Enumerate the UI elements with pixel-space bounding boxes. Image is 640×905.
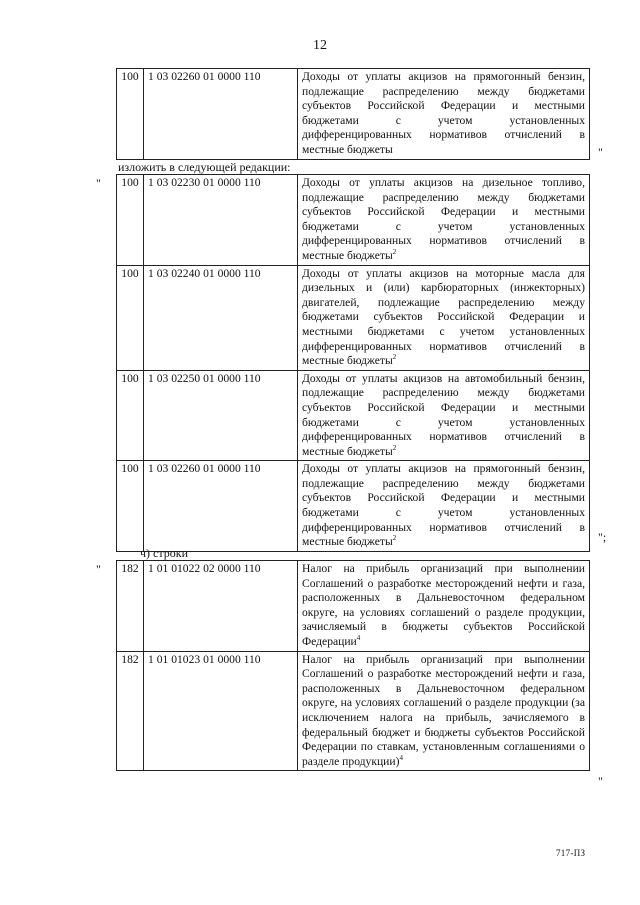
admin-code-cell: 100 <box>117 461 144 552</box>
admin-code-cell: 100 <box>117 175 144 266</box>
table-row <box>117 651 590 771</box>
income-name-text: Доходы от уплаты акцизов на прямогонный бензин, подлежащие распределению между бюджетами субъектов Российской Федерации и местными бюджетами с учетом установленных дифференцированных нормативов отчислений в местные бюджеты <box>302 70 585 156</box>
table-row <box>117 370 590 461</box>
admin-code-cell: 100 <box>117 370 144 461</box>
kbk-code-cell: 1 03 02240 01 0000 110 <box>144 265 298 370</box>
table-row <box>117 175 590 266</box>
instruction-text: изложить в следующей редакции: <box>118 160 291 174</box>
income-name-text: Доходы от уплаты акцизов на автомобильный бензин, подлежащие распределению между бюджетами субъектов Российской Федерации и местными бюджетами с учетом установленных дифференцированных нормативов отчислений в местные бюджеты <box>302 371 585 458</box>
income-name-text: Доходы от уплаты акцизов на прямогонный бензин, подлежащие распределению между бюджетами субъектов Российской Федерации и местными бюджетами с учетом установленных дифференцированных нормативов отчислений в местные бюджеты <box>302 462 585 549</box>
close-quote: " <box>598 145 603 159</box>
kbk-code-cell: 1 01 01022 02 0000 110 <box>144 561 298 652</box>
income-name-cell <box>298 175 590 266</box>
income-name-cell <box>298 461 590 552</box>
open-quote: " <box>96 176 101 190</box>
income-name-text: Налог на прибыль организаций при выполнении Соглашений о разработке месторождений нефти и газа, расположенных в Дальневосточном федеральном округе, на условиях соглашений о разделе продукции, зачисляемый в бюджеты субъектов Российской Федерации <box>302 562 585 648</box>
admin-code-cell: 100 <box>117 69 144 160</box>
page-number: 12 <box>313 38 327 53</box>
kbk-code-cell: 1 03 02260 01 0000 110 <box>144 69 298 160</box>
income-name-text: Доходы от уплаты акцизов на дизельное топливо, подлежащие распределению между бюджетами субъектов Российской Федерации и местными бюджетами с учетом установленных дифференцированных нормативов отчислений в местные бюджеты <box>302 176 585 262</box>
income-name-cell <box>298 69 590 160</box>
footnote-ref: 4 <box>356 634 361 643</box>
table-rows-ch <box>116 560 590 771</box>
kbk-code-cell: 1 03 02230 01 0000 110 <box>144 175 298 266</box>
footnote-ref: 2 <box>392 443 397 452</box>
income-name-text: Доходы от уплаты акцизов на моторные масла для дизельных и (или) карбюраторных (инжекторных) двигателей, подлежащие распределению между бюджетами субъектов Российской Федерации и местными бюджетами с учетом установленных дифференцированных нормативов отчислений в местные бюджеты <box>302 266 585 368</box>
footnote-ref: 2 <box>392 248 397 257</box>
table-row <box>117 461 590 552</box>
admin-code-cell: 100 <box>117 265 144 370</box>
close-quote: "; <box>598 530 607 544</box>
table-row <box>117 265 590 370</box>
close-quote: " <box>598 774 603 788</box>
table-row <box>117 69 590 160</box>
table-row <box>117 561 590 652</box>
admin-code-cell: 182 <box>117 651 144 771</box>
income-name-text: Налог на прибыль организаций при выполнении Соглашений о разработке месторождений нефти и газа, расположенных в Дальневосточном федеральном округе, на условиях соглашений о разделе продукции (за исключением налога на прибыль, зачисляемого в федеральный бюджет и бюджеты субъектов Российской Федерации по ставкам, установленным соглашениями о разделе продукции) <box>302 652 585 768</box>
footnote-ref: 4 <box>399 753 403 762</box>
footnote-ref: 2 <box>392 534 397 543</box>
table-old-row <box>116 68 590 160</box>
open-quote: " <box>96 562 101 576</box>
footer-code: 717-ПЗ <box>556 848 586 858</box>
income-name-cell <box>298 265 590 370</box>
admin-code-cell: 182 <box>117 561 144 652</box>
income-name-cell <box>298 651 590 771</box>
section-label: ч) строки <box>140 546 188 560</box>
income-name-cell <box>298 370 590 461</box>
kbk-code-cell: 1 03 02250 01 0000 110 <box>144 370 298 461</box>
kbk-code-cell: 1 01 01023 01 0000 110 <box>144 651 298 771</box>
kbk-code-cell: 1 03 02260 01 0000 110 <box>144 461 298 552</box>
footnote-ref: 2 <box>392 353 397 362</box>
income-name-cell <box>298 561 590 652</box>
table-new-rows <box>116 174 590 552</box>
